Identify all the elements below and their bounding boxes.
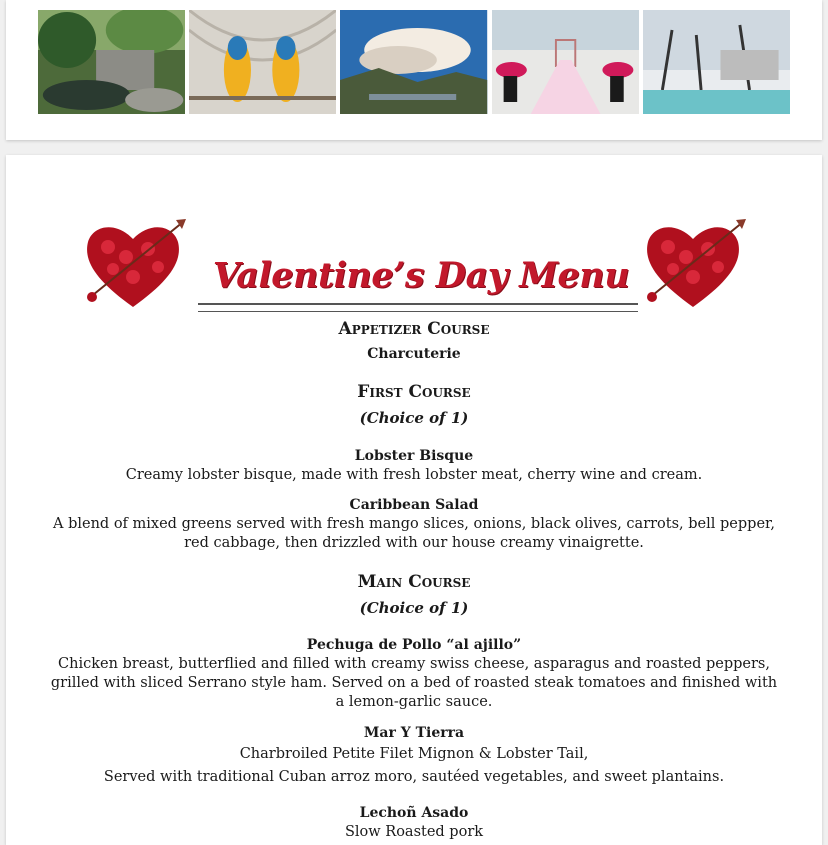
- dish-name: Mar Y Tierra: [363, 725, 465, 741]
- dish-description: Charbroiled Petite Filet Mignon & Lobster Tail,: [239, 746, 589, 762]
- parrots-photo[interactable]: [189, 10, 336, 114]
- photo-gallery: [38, 10, 790, 114]
- garden-pond-photo[interactable]: [38, 10, 185, 114]
- first-course-choice: (Choice of 1): [359, 409, 469, 427]
- dish-name: Lobster Bisque: [354, 448, 474, 464]
- dish-description: Chicken breast, butterflied and filled with creamy swiss cheese, asparagus and roasted peppers, grilled with sliced Serrano style ham. Served on a bed of roasted steak tomatoes and finished with a lemon-garlic sauce.: [50, 656, 778, 710]
- dish-description: A blend of mixed greens served with fresh mango slices, onions, black olives, carrots, bell pepper, red cabbage, then drizzled with our house creamy vinaigrette.: [53, 516, 775, 551]
- dish-description: Slow Roasted pork: [344, 824, 484, 840]
- palm-terrace-photo[interactable]: [643, 10, 790, 114]
- dish-name: Pechuga de Pollo “al ajillo”: [306, 637, 522, 653]
- main-course-heading: Main Course: [357, 572, 471, 592]
- menu-title: Valentine’s Day Menu: [212, 255, 630, 296]
- mountain-sky-photo[interactable]: [340, 10, 487, 114]
- photo-gallery-card: [6, 0, 822, 140]
- dish-description-continued: Served with traditional Cuban arroz moro, sautéed vegetables, and sweet plantains.: [103, 769, 725, 785]
- main-course-choice: (Choice of 1): [359, 599, 469, 617]
- appetizer-heading: Appetizer Course: [338, 319, 490, 339]
- rose-heart-icon: [638, 217, 748, 317]
- appetizer-item: Charcuterie: [367, 346, 461, 362]
- first-course-heading: First Course: [357, 382, 471, 402]
- dish-name: Caribbean Salad: [349, 497, 479, 513]
- title-divider: [198, 303, 638, 312]
- menu-card: [6, 155, 822, 845]
- rose-heart-icon: [78, 217, 188, 317]
- dish-name: Lechoñ Asado: [359, 805, 469, 821]
- dish-description: Creamy lobster bisque, made with fresh lobster meat, cherry wine and cream.: [125, 467, 703, 483]
- menu-content: [6, 318, 822, 842]
- wedding-aisle-photo[interactable]: [492, 10, 639, 114]
